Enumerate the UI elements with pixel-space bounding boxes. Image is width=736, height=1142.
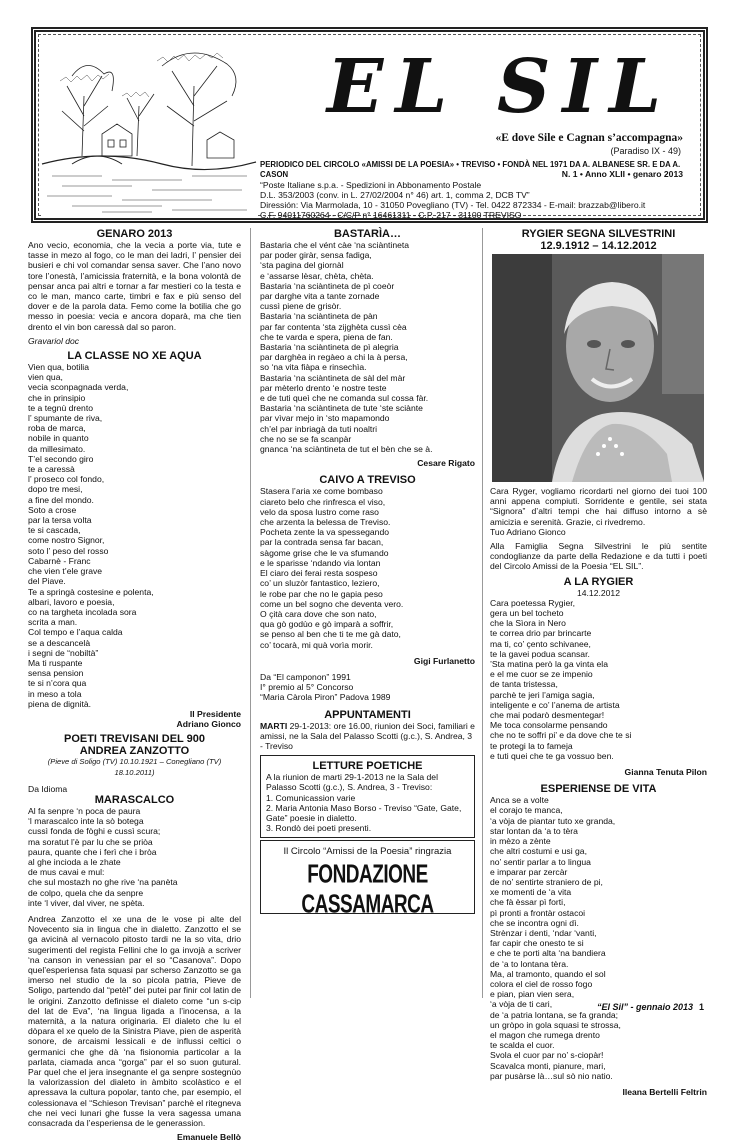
footer-label: “El Sil” - gennaio 2013 (596, 1002, 693, 1012)
poem-line: l’ proseco col fondo, (28, 474, 105, 485)
poem-line: ch’el par inbriagà da tuti noaltri (260, 423, 378, 434)
poem-line: piena de dignità. (28, 698, 92, 709)
poem-line: ma soratut l’è par lu che se priòa (28, 836, 153, 847)
poem-line: ’Sta matina però la ga vinta ela (490, 659, 608, 670)
poem-line: Te a springà costesine e polenta, (28, 586, 154, 597)
poem-line: che vien t’ele grave (28, 566, 103, 577)
poem-line: se penso al ben che ti te me gà dato, (260, 629, 401, 640)
poem-line: ma ti, co’ çento schivanee, (490, 638, 591, 649)
esperiense-heading: ESPERIENSE DE VITA (540, 783, 657, 796)
info-line: Diressión: Via Marmolada, 10 - 31050 Povegliano (TV) - Tel. 0422 872334 - E-mail: brazzab@libero.it (260, 200, 646, 210)
poem-line: Anca se a volte (490, 795, 549, 806)
rygier-heading: RYGIER SEGNA SILVESTRINI (521, 228, 676, 240)
poem-line: e el me cuor se ze impenio (490, 669, 593, 680)
info-line: D.L. 353/2003 (conv. in L. 27/02/2004 n° 46) art. 1, comma 2, DCB TV” (260, 190, 530, 200)
rygier-tribute: Cara Ryger, vogliamo ricordarti nel giorno dei tuoi 100 anni appena compiuti. Sorridente e gentile, sei stata “Signora” d’altri tempi che hai diffuso intorno a sè amicizia e serenità. Grazie, ci rivedremo. (490, 486, 707, 527)
sponsor-thanks: Il Circolo “Amissi de la Poesia” ringrazia (283, 846, 452, 858)
classe-signature-role: Il Presidente (189, 708, 241, 719)
poem-line: albari, lavoro e poesia, (28, 596, 115, 607)
poem-line: e tuti quei che te ga vossuo ben. (490, 750, 614, 761)
poem-line: Bastaria ‘na sciàntineta de pàn (260, 311, 378, 322)
poem-line: Ma ti ruspante (28, 657, 83, 668)
poem-line: che la Sìora in Nero (490, 618, 566, 629)
poem-line: de ‘a to lontana tèra. (490, 958, 569, 969)
poem-line: vien qua, (28, 372, 63, 383)
poem-line: co na targheta incolada sora (28, 606, 137, 617)
page-number: 1 (698, 1002, 704, 1012)
zanzotto-article: Andrea Zanzotto el xe una de le vose pi alte del Novecento sia in lingua che in dialetto. Zanzotto el se ga avicinà al vernacolo pitosto tardi ne la so vita, drio sugerimenti del regista Fellini che lo ga invojà a scriver ‘na canson in venessian par el so “Casanova”. Dopo quel’esperiensa fata squasi par scherso Zanzotto se ga imerso nel studio de la so picola patria, Pieve de Soligo, partendo dal “petèl” dei putei par finir col latin de le origini. Zanzotto definisse el dialeto come “un s-cip del lat de Eva”, ‘na lingua ligada a l’inocensa, a la maternità, a la natura originaria. El dialeto che lu el dòpara el xe quelo de la Sinistra Piave, pien de asperità sonore, de arcaismi lessicali e de influssi celtici o germanici che ghe dà ‘na fisionomia particolar a la parlata, ciamada anca “gorga” par el so suon gutural. Par quel che el jera insegnante el ga senpre sostegnùo la valorizassion del dialeto in àmbito scolàstico e el apressava la cultura popolar, tanto che, par esempio, el colessionava el “Schieson Trevisan” parchè el ritegneva che nei veci lunari ghe fusse la vera sagessa umana consacrada da l’esperiensa de le generassion. (28, 913, 241, 1129)
poem-line: de tanta tristessa, (490, 679, 558, 690)
idioma-label: Da Idioma (28, 783, 68, 794)
poem-line: e che te porti alta ‘na bandiera (490, 948, 606, 959)
poem-line: un gròpo in gola squasi te strossa, (490, 1019, 621, 1030)
poem-line: al ghe incioda a le zhate (28, 856, 121, 867)
appuntamenti-text: 29-1-2013: ore 16.00, riunion dei Soci, familiari e amissi, ne la Sala del Palasso Scotti (g.c.), S. Andrea, 3 - Treviso (260, 720, 475, 751)
poem-line: scrita a man. (28, 617, 78, 628)
letture-heading: LETTURE POETICHE (312, 760, 423, 773)
poem-line: le robe par che no le gapia peso (260, 588, 383, 599)
poem-line: ciareto belo che rinfresca el viso, (260, 496, 386, 507)
poem-line: in meso a tola (28, 688, 82, 699)
poem-line: ‘sta pagina del giornàl (260, 260, 344, 271)
poem-line: e imparar par zercàr (490, 866, 568, 877)
genaro-heading: GENARO 2013 (96, 228, 173, 240)
poem-line: gnanca ‘na sciàntineta de tut el bèn che se à. (260, 444, 433, 455)
poem-line: Al fa senpre ‘n poca de paura (28, 805, 141, 816)
poem-line: che arzenta la belessa de Treviso. (260, 517, 391, 528)
alarygier-date: 14.12.2012 (576, 587, 620, 598)
letture-intro: A la riunion de marti 29-1-2013 ne la Sala del Palasso Scotti (g.c.), S. Andrea, 3 - Treviso: (266, 772, 438, 793)
portrait-photo (492, 254, 704, 482)
zanzotto-heading: ANDREA ZANZOTTO (79, 745, 190, 758)
info-line: C.F. 94011760264 - C/C/P n° 16461311 - C.P. 217 - 31100 TREVISO (260, 210, 522, 220)
poem-line: no’ sentir parlar a to lingua (490, 856, 591, 867)
poem-line: Vien qua, botilia (28, 362, 89, 373)
poem-line: cussì piene de grisòr. (260, 301, 342, 312)
poem-line: che sul mostazh no ghe rive ‘na panèta (28, 877, 178, 888)
bastaria-poem (260, 240, 475, 454)
poem-line: par far contenta ‘sta zijghèta cussì cèa (260, 321, 407, 332)
poem-line: che se incontra ogni dì. (490, 917, 579, 928)
poem-line: star lontan da ‘a to tèra (490, 825, 578, 836)
poem-line: e pian, pian vien sera, (490, 989, 575, 1000)
poem-line: Me toca consolarme pensando (490, 720, 608, 731)
poem-line: de ‘a patria lontana, se fa granda; (490, 1009, 619, 1020)
poem-line: so ‘na vita fiàpa e rinsechìa. (260, 362, 367, 373)
poem-line: colora el ciel de rosso fogo (490, 978, 593, 989)
poem-line: par darghèa in regàeo a chi la à persa, (260, 352, 408, 363)
poem-line: Bastaria che el vént càe ‘na sciàntineta (260, 240, 410, 250)
poem-line: El ciaro dei ferai resta sospeso (260, 568, 378, 579)
poem-line: che altri costumi e usi ga, (490, 846, 587, 857)
poem-line: de mus cavai e mul: (28, 867, 105, 878)
alarygier-poem (490, 598, 707, 761)
poem-line: in mèzo a zènte (490, 836, 551, 847)
poem-line: co’ tocarà, mi quà vorìa morir. (260, 639, 373, 650)
zanzotto-signature: Emanuele Bellò (177, 1132, 241, 1142)
poem-line: che fà èssar pì forti, (490, 897, 566, 908)
poem-line: Bastaria ‘na sciàntineta de tute ‘ste sciànte (260, 403, 423, 414)
poem-line: l’ spumante de riva, (28, 413, 103, 424)
poem-line: Strènzar i denti, ‘ndar ‘vanti, (490, 927, 597, 938)
poem-line: par mèterlo drento ‘e nostre teste (260, 382, 387, 393)
letture-item: 1. Comunicassion varie (266, 792, 356, 803)
masthead (31, 27, 708, 223)
poem-line: Svola el cuor par no’ s-ciopàr! (490, 1050, 604, 1061)
poem-line: gera un bel tocheto (490, 608, 564, 619)
poem-line: te la gavei podua scansar. (490, 648, 590, 659)
poem-line: Bastaria ‘na sciàntineta de pì alegria (260, 342, 399, 353)
marascalco-heading: MARASCALCO (94, 793, 175, 806)
poem-line: ‘a vòja de ti cari, (490, 999, 553, 1010)
poem-line: sàgome grise che le va sfumando (260, 547, 389, 558)
poem-line: te a tegnù drento (28, 402, 93, 413)
poem-line: te protegi la to fameja (490, 740, 573, 751)
river-sketch-illustration (42, 36, 256, 218)
poem-line: velo da sposa lustro come raso (260, 506, 379, 517)
poem-line: T’el secondo giro (28, 453, 94, 464)
page-footer (597, 1002, 704, 1012)
column-divider (482, 228, 483, 998)
classe-signature-name: Adriano Gionco (176, 719, 241, 730)
poem-line: de colpo, quela che da senpre (28, 887, 144, 898)
poem-line: cussì fonda de fòghi e cussì scura; (28, 826, 161, 837)
poem-line: che te varda e spera, piena de fan. (260, 331, 393, 342)
newspaper-title: EL SIL (326, 44, 674, 130)
poem-line: far capir che onesto te si (490, 938, 584, 949)
appuntamenti-heading: APPUNTAMENTI (324, 708, 411, 721)
caivo-note: “Maria Càrola Piron” Padova 1989 (260, 692, 391, 703)
poem-line: xe momenti de ‘a vita (490, 887, 572, 898)
poem-line: paura, quante che i ferì che i bròa (28, 846, 157, 857)
appuntamenti-day: MARTI (260, 720, 288, 731)
masthead-motto: «E dove Sile e Cagnan s’accompagna» (495, 132, 683, 144)
letture-box (260, 755, 475, 838)
esperiense-poem (490, 795, 707, 1081)
poem-line: te a caressà (28, 464, 75, 475)
poem-line: co’ un sluzòr fantastico, leziero, (260, 578, 380, 589)
poem-line: i segni de “nobiltà” (28, 647, 99, 658)
poem-line: Ma, al tramonto, quando el sol (490, 968, 606, 979)
poem-line: a fine del mondo. (28, 494, 94, 505)
poem-line: che in prinsipio (28, 392, 86, 403)
poem-line: par darghe vita a tante zornade (260, 291, 380, 302)
poem-line: pì pronti a frontàr ostacoi (490, 907, 586, 918)
poem-line: par vìvar mejo in ‘sto mapamondo (260, 413, 390, 424)
poem-line: che mai podarò desmentegar! (490, 710, 605, 721)
poem-line: Soto a crose (28, 504, 77, 515)
poem-line: Pocheta zente la va spessegando (260, 527, 389, 538)
caivo-signature: Gigi Furlanetto (413, 655, 475, 666)
poem-line: del Piave. (28, 576, 66, 587)
column-right (490, 228, 707, 1097)
poem-line: sensa pension (28, 668, 84, 679)
poem-line: inteligente e co’ l’anema de artista (490, 699, 620, 710)
zanzotto-dates: (Pieve di Soligo (TV) 10.10.1921 – Conegliano (TV) 18.10.2011) (47, 757, 222, 777)
poem-line: e ‘assarse lèsar, chèta, chèta. (260, 270, 374, 281)
column-divider (250, 228, 251, 998)
poem-line: par poder giràr, sensa fadiga, (260, 250, 372, 261)
poem-line: parchè te jeri l’amiga sagia, (490, 689, 595, 700)
poem-line: nobile in quanto (28, 433, 89, 444)
poem-line: te correa drio par brincarte (490, 628, 592, 639)
poem-line: Bastaria ‘na sciàntineta de pì coeòr (260, 280, 395, 291)
caivo-note: Da “El camponon” 1991 (260, 671, 351, 682)
poem-line: vecia sconpagnada verda, (28, 382, 129, 393)
sponsor-name: FONDAZIONE CASSAMARCA (301, 860, 434, 919)
bastaria-signature: Cesare Rigato (417, 458, 475, 469)
periodical-line: PERIODICO DEL CIRCOLO «AMISSI DE LA POESIA» • TREVISO • FONDÀ NEL 1971 DA A. ALBANESE SR. E DA A. CASON (260, 160, 681, 179)
poem-line: ‘l marascalco inte la sò botega (28, 816, 144, 827)
caivo-note: I° premio al 5° Concorso (260, 682, 354, 693)
poem-line: inte ‘l viver, dal viver, ne spèta. (28, 897, 145, 908)
marascalco-poem (28, 806, 241, 908)
column-middle (260, 228, 475, 919)
letture-item: 2. Maria Antonia Maso Borso - Treviso “Gate, Gate, Gate” poesie in dialetto. (266, 802, 462, 823)
alarygier-heading: A LA RYGIER (563, 575, 634, 588)
poem-line: el corajo te manca, (490, 805, 563, 816)
poem-line: che no te soffri pi’ e da dove che te si (490, 730, 632, 741)
column-left (28, 228, 241, 1142)
poem-line: Col tempo e l’aqua calda (28, 627, 123, 638)
genaro-signature: Gravariol doc (28, 335, 80, 346)
poem-line: come nostro Signor, (28, 535, 105, 546)
poem-line: te si cascada, (28, 525, 81, 536)
poem-line: te scalda el cuor. (490, 1040, 555, 1051)
poem-line: Stasera l’aria xe come bombaso (260, 486, 383, 497)
caivo-heading: CAIVO A TREVISO (319, 474, 416, 487)
classe-poem (28, 362, 241, 709)
poem-line: come un bel sogno che deventa vero. (260, 598, 404, 609)
poem-line: qua gò godùo e gò imparà a soffrir, (260, 619, 394, 630)
poem-line: Bastaria ‘na sciàntineta de sàl del màr (260, 372, 406, 383)
poeti-heading: POETI TREVISANI DEL 900 (63, 733, 205, 746)
poem-line: te si n’cora qua (28, 678, 87, 689)
poem-line: par la tersa volta (28, 515, 92, 526)
esperiense-signature: Ileana Bertelli Feltrin (622, 1086, 707, 1097)
genaro-text: Ano vecio, economia, che la vecia a porte via, tute e tasse in mezo al fogo, co le man dei ladri, l’ pensier dei busieri e chi vol comandar sensa saver. Che l’ano novo tore l’onestà, l’amicissia fraternità, e la bona volontà de pensar anca pai altri e tornar a far mestieri co la testa e co le man, manco carte, timbri e fax e più senso del dover e de la parola data. Femo come la botilia che go messo in poesia: vecia e ancora doparà, ma che tien drento el vin bon caressà dal so paron. (28, 240, 241, 332)
poem-line: par pusàrse là…sul sò nio natio. (490, 1070, 613, 1081)
poem-line: se a descancelà (28, 637, 91, 648)
poem-line: par la contrada sensa far bacan, (260, 537, 384, 548)
rygier-tribute-signature: Tuo Adriano Gionco (490, 526, 566, 537)
poem-line: de no’ sentirte straniero de pi, (490, 876, 603, 887)
issue-number: N. 1 • Anno XLII • genaro 2013 (561, 169, 683, 179)
letture-item: 3. Rondò dei poeti presenti. (266, 823, 372, 834)
poem-line: roba de marca, (28, 423, 86, 434)
poem-line: Scavalca monti, pianure, mari, (490, 1060, 606, 1071)
poem-line: da millesimato. (28, 443, 86, 454)
poem-line: el magon che rumega drento (490, 1029, 600, 1040)
rygier-condolences: Alla Famiglia Segna Silvestrini le più sentite condoglianze da parte della Redazione e da tutti i poeti del Circolo Amissi de la Poesia “EL SIL”. (490, 541, 707, 572)
poem-line: e le sparisse ‘ndando via lontan (260, 557, 381, 568)
poem-line: e de tuti queì che ne comanda sul cossa fàr. (260, 393, 429, 404)
bastaria-heading: BASTARÌA… (333, 228, 401, 240)
sponsor-box (260, 840, 475, 919)
poem-line: Cara poetessa Rygier, (490, 597, 576, 608)
rygier-dates: 12.9.1912 – 14.12.2012 (540, 240, 657, 252)
poem-line: ‘a vòja de piantar tuto xe granda, (490, 815, 616, 826)
caivo-poem (260, 486, 475, 649)
masthead-motto-reference: (Paradiso IX - 49) (610, 146, 681, 156)
poem-line: Cabarnè - Franc (28, 555, 91, 566)
alarygier-signature: Gianna Tenuta Pilon (624, 767, 707, 778)
poem-line: O çità cara dove che son nato, (260, 608, 377, 619)
poem-line: dopo tre mesi, (28, 484, 83, 495)
poem-line: soto l’ peso del rosso (28, 545, 109, 556)
poem-line: che no se se fa scanpàr (260, 433, 352, 444)
classe-heading: LA CLASSE NO XE AQUA (67, 350, 202, 363)
info-line: “Poste Italiane s.p.a. - Spedizioni in Abbonamento Postale (260, 180, 482, 190)
